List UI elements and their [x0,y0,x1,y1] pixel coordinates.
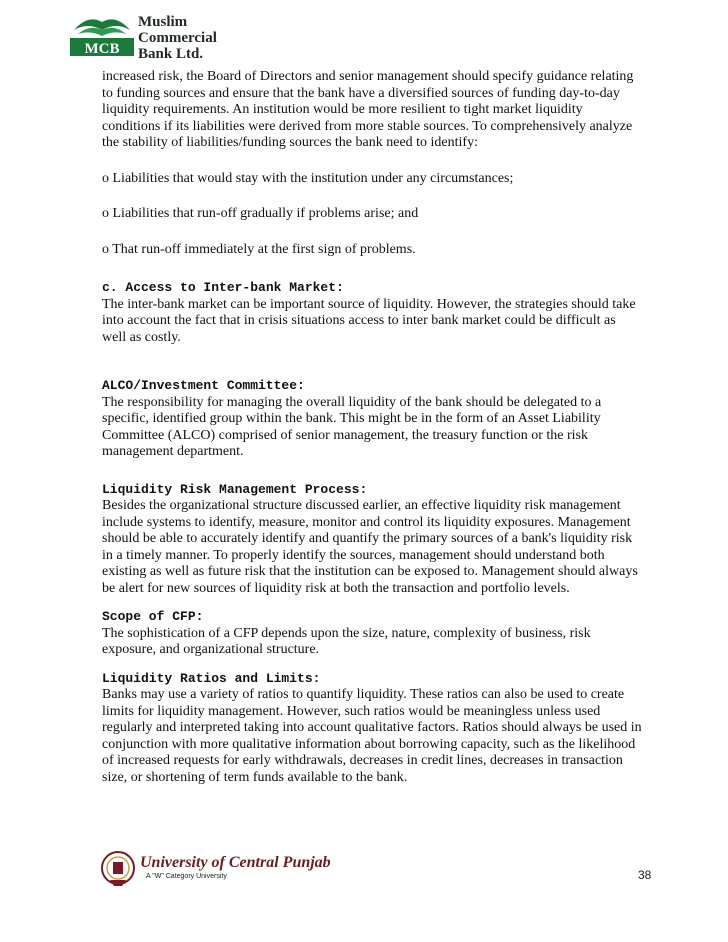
section-heading: ALCO/Investment Committee: [102,378,305,393]
section-ratios-limits [102,671,642,787]
university-crest-icon [100,850,136,888]
university-name: University of Central Punjab [140,854,331,871]
section-text: The responsibility for managing the overall liquidity of the bank should be delegated to a specific, identified group within the bank. This might be in the form of an Asset Liability Committee (ALCO) comprised of senior management, the treasury function or the risk management department. [102,394,602,459]
bank-name-line2: Commercial [138,30,217,46]
list-item: o Liabilities that would stay with the institution under any circumstances; [102,170,514,186]
section-cfp-scope [102,609,642,659]
bank-name [138,14,217,62]
list-item: o Liabilities that run-off gradually if problems arise; and [102,206,419,221]
list-item: o That run-off immediately at the first sign of problems. [102,241,416,257]
mcb-abbr: MCB [84,41,120,57]
section-heading: Scope of CFP: [102,609,204,624]
bank-name-line3: Bank Ltd. [138,46,204,62]
mcb-emblem-icon [68,10,138,62]
document-body [102,69,642,805]
section-text: Besides the organizational structure discussed earlier, an effective liquidity risk management include systems to identify, measure, monitor and control its liquidity exposures. Management should be able to accurately identify and quantify the primary sources of a bank's liquidity risk in a timely manner. To properly identify the sources, management should understand both existing as well as future risk that the institution can be exposed to. Management should always be alert for new sources of liquidity risk at both the transaction and portfolio levels. [102,498,638,596]
bank-name-line1: Muslim [138,14,188,30]
section-heading: Liquidity Ratios and Limits: [102,670,321,686]
section-text: The inter-bank market can be important source of liquidity. However, the strategies should take into account the fact that in crisis situations access to inter bank market could be difficult as well as costly. [102,296,636,345]
section-heading: Liquidity Risk Management Process: [102,481,368,497]
section-text: Banks may use a variety of ratios to quantify liquidity. These ratios can also be used to create limits for liquidity management. However, such ratios would be meaningless unless used regularly and interpreted taking into account qualitative factors. Ratios should always be used in conjunction with more qualitative information about borrowing capacity, such as the likelihood of increased requests for early withdrawals, decreases in credit lines, decreases in transaction size, or shortening of term funds available to the bank. [102,687,642,785]
section-heading: c. Access to Inter-bank Market: [102,280,344,295]
section-alco [102,378,642,461]
section-lrm-process [102,482,642,598]
section-text: The sophistication of a CFP depends upon the size, nature, complexity of business, risk exposure, and organizational structure. [102,625,591,657]
section-interbank [102,280,642,346]
intro-paragraph: increased risk, the Board of Directors and senior management should specify guidance relating to funding sources and ensure that the bank have a diversified sources of funding day-to-day liquidity requirements. An institution would be more resilient to tight market liquidity conditions if its liabilities were derived from more stable sources. To comprehensively analyze the stability of liabilities/funding sources the bank need to identify: [102,69,634,150]
page-number: 38 [638,868,652,882]
university-tagline: A "W" Category University [146,873,227,880]
